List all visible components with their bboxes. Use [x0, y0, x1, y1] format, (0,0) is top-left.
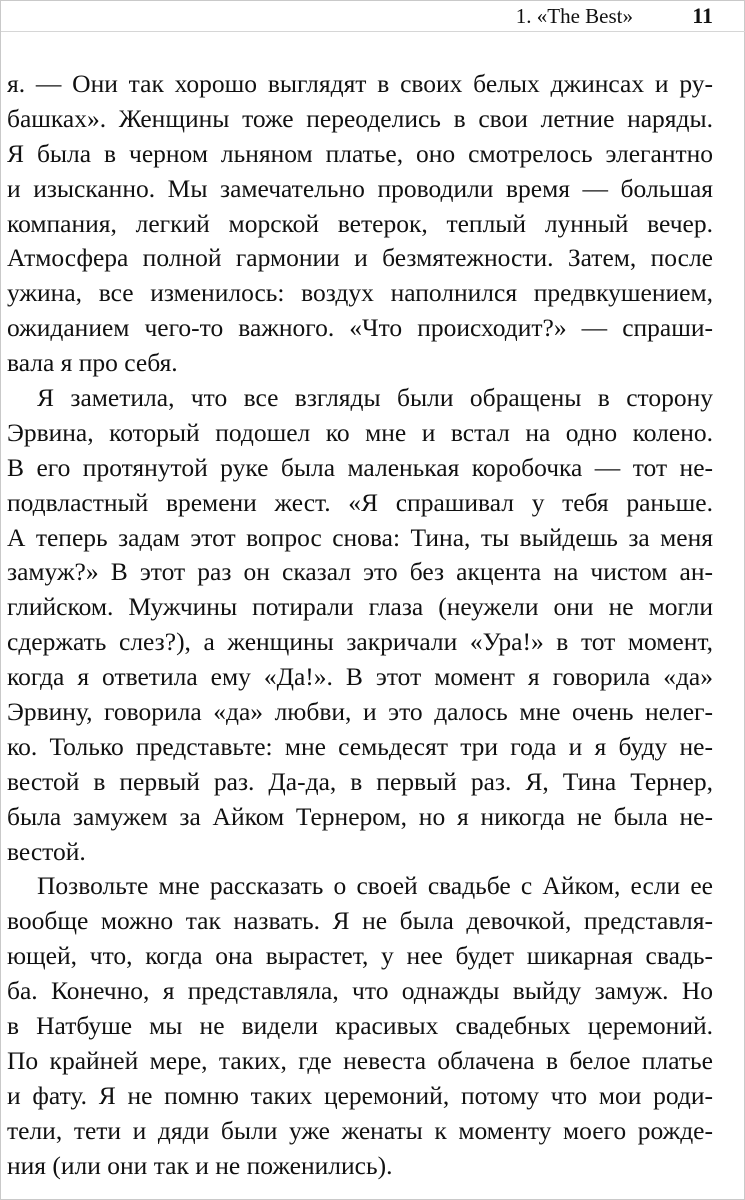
- text-line: подвластный времени жест. «Я спрашивал у тебя раньше.: [7, 487, 713, 517]
- text-line: ожиданием чего-то важного. «Что происходит?» — спраши-: [7, 313, 713, 343]
- text-line: Эрвина, который подошел ко мне и встал на одно колено.: [7, 417, 713, 447]
- text-line: ужина, все изменилось: воздух наполнился предвкушением,: [7, 278, 713, 308]
- running-head: [1, 3, 713, 29]
- text-line: я. — Они так хорошо выглядят в своих белых джинсах и ру-: [7, 69, 713, 98]
- chapter-title: 1. «The Best»: [515, 4, 633, 28]
- text-line: вала я про себя.: [7, 348, 178, 378]
- text-line: тели, тети и дяди были уже женаты к моменту моего рожде-: [7, 1115, 713, 1145]
- text-line: вестой в первый раз. Да-да, в первый раз. Я, Тина Тернер,: [7, 766, 713, 796]
- text-line: Атмосфера полной гармонии и безмятежности. Затем, после: [7, 243, 713, 273]
- text-line: Эрвину, говорила «да» любви, и это далось мне очень нелег-: [7, 697, 713, 727]
- text-line: когда я ответила ему «Да!». В этот момент я говорила «да»: [7, 662, 713, 692]
- paragraph: [7, 381, 713, 869]
- text-line: и изысканно. Мы замечательно проводили время — большая: [7, 173, 713, 203]
- text-line: компания, легкий морской ветерок, теплый лунный вечер.: [7, 208, 713, 238]
- text-line: В его протянутой руке была маленькая коробочка — тот не-: [7, 452, 713, 482]
- text-line: башках». Женщины тоже переоделись в свои летние наряды.: [7, 103, 713, 133]
- text-line: ба. Конечно, я представляла, что однажды выйду замуж. Но: [7, 976, 713, 1006]
- body-text: [7, 67, 713, 1184]
- text-line: в Натбуше мы не видели красивых свадебных церемоний.: [7, 1011, 713, 1041]
- text-line: Позвольте мне рассказать о своей свадьбе с Айком, если ее: [37, 871, 713, 901]
- text-line: А теперь задам этот вопрос снова: Тина, ты выйдешь за меня: [7, 522, 713, 552]
- paragraph: [7, 869, 713, 1183]
- paragraph: [7, 67, 713, 381]
- text-line: Я заметила, что все взгляды были обращены в сторону: [37, 383, 713, 413]
- text-line: Я была в черном льняном платье, оно смотрелось элегантно: [7, 138, 713, 168]
- text-line: вообще можно так назвать. Я не была девочкой, представля-: [7, 906, 713, 936]
- text-line: По крайней мере, таких, где невеста облачена в белое платье: [7, 1045, 713, 1075]
- text-line: и фату. Я не помню таких церемоний, потому что мои роди-: [7, 1080, 713, 1110]
- text-line: замуж?» В этот раз он сказал это без акцента на чистом ан-: [7, 557, 713, 587]
- text-line: ния (или они так и не поженились).: [7, 1150, 393, 1180]
- text-line: глийском. Мужчины потирали глаза (неужели они не могли: [7, 592, 713, 622]
- header-divider: [1, 31, 745, 32]
- text-line: вестой.: [7, 836, 86, 866]
- text-line: ко. Только представьте: мне семьдесят три года и я буду не-: [7, 731, 713, 761]
- text-line: ющей, что, когда она вырастет, у нее будет шикарная свадь-: [7, 941, 713, 971]
- page-number: 11: [692, 3, 713, 28]
- text-line: сдержать слез?), а женщины закричали «Ура!» в тот момент,: [7, 627, 713, 657]
- text-line: была замужем за Айком Тернером, но я никогда не была не-: [7, 801, 713, 831]
